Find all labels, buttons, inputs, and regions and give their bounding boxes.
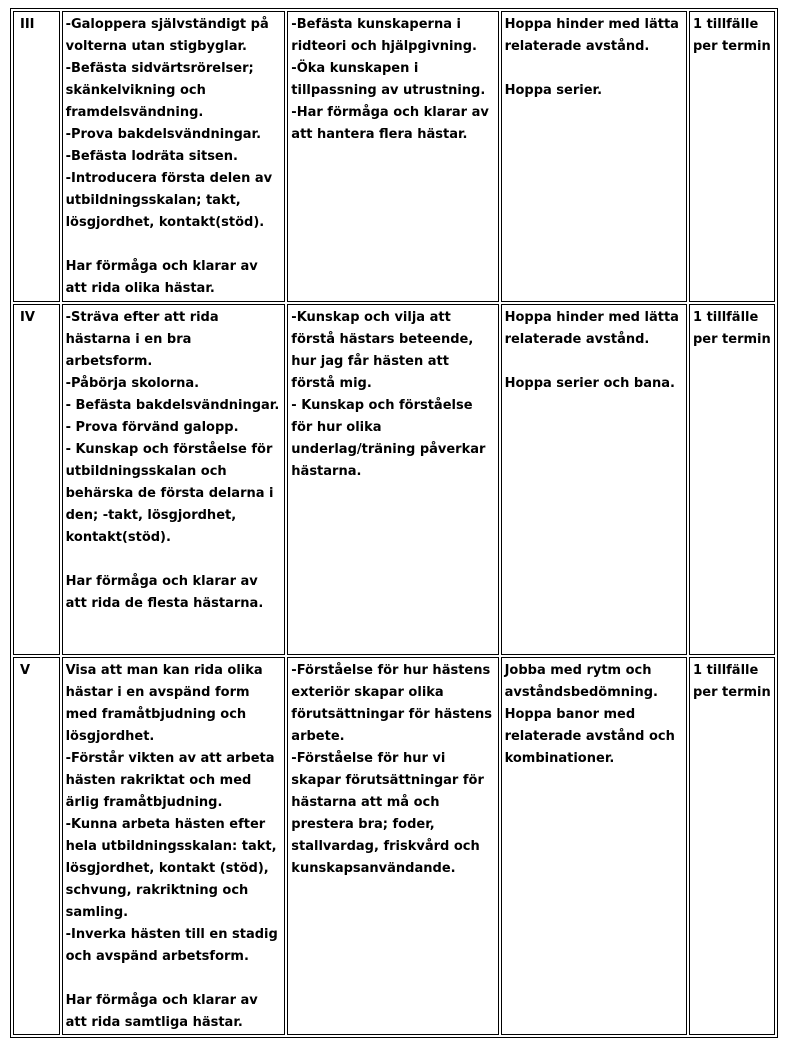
jumping-goal: Jobba med rytm och avståndsbedömning. Hoppa banor med relaterade avstånd och kombinationer. (504, 663, 675, 766)
jumping-goals-cell (501, 304, 687, 655)
jumping-goal: Hoppa hinder med lätta relaterade avstånd. (504, 310, 679, 347)
riding-summary: Har förmåga och klarar av att rida olika hästar. (65, 259, 258, 296)
riding-goal: -Prova bakdelsvändningar. (65, 127, 262, 142)
riding-goal: -Förstår vikten av att arbeta hästen rakriktat och med ärlig framåtbjudning. (65, 751, 275, 810)
level-label: IV (20, 310, 35, 325)
theory-goal: -Kunskap och vilja att förstå hästars beteende, hur jag får hästen att förstå mig. (291, 310, 474, 391)
riding-goal: -Kunna arbeta hästen efter hela utbildningsskalan: takt, lösgjordhet, kontakt (stöd), schvung, rakriktning och samling. (65, 817, 277, 920)
riding-goal: -Påbörja skolorna. (65, 376, 200, 391)
table-row-level-III (13, 11, 775, 302)
riding-goal: - Kunskap och förståelse för utbildningsskalan och behärska de första delarna i den; -takt, lösgjordhet, kontakt(stöd). (65, 442, 274, 545)
jumping-goal: Hoppa serier. (504, 83, 603, 98)
level-cell (13, 304, 60, 655)
theory-goals-cell (287, 657, 498, 1035)
frequency-cell (689, 11, 775, 302)
riding-goal: -Introducera första delen av utbildningsskalan; takt, lösgjordhet, kontakt(stöd). (65, 171, 273, 230)
riding-goal: -Galoppera självständigt på volterna utan stigbyglar. (65, 17, 269, 54)
riding-levels-table (10, 8, 778, 1038)
theory-goal: -Öka kunskapen i tillpassning av utrustning. (291, 61, 486, 98)
riding-goal: - Befästa bakdelsvändningar. (65, 398, 280, 413)
theory-goal: -Har förmåga och klarar av att hantera flera hästar. (291, 105, 489, 142)
jumping-goals-cell (501, 11, 687, 302)
theory-goals-cell (287, 11, 498, 302)
theory-goals-cell (287, 304, 498, 655)
jumping-goal: Hoppa serier och bana. (504, 376, 675, 391)
frequency-text: 1 tillfälle per termin (693, 17, 771, 54)
frequency-text: 1 tillfälle per termin (693, 663, 771, 700)
frequency-text: 1 tillfälle per termin (693, 310, 771, 347)
riding-summary: Har förmåga och klarar av att rida samtliga hästar. (65, 993, 258, 1030)
frequency-cell (689, 304, 775, 655)
riding-goal: Visa att man kan rida olika hästar i en avspänd form med framåtbjudning och lösgjordhet. (65, 663, 263, 744)
theory-goal: - Kunskap och förståelse för hur olika underlag/träning påverkar hästarna. (291, 398, 486, 479)
jumping-goal: Hoppa hinder med lätta relaterade avstånd. (504, 17, 679, 54)
theory-goal: -Förståelse för hur hästens exteriör skapar olika förutsättningar för hästens arbete. (291, 663, 492, 744)
riding-goal: -Inverka hästen till en stadig och avspänd arbetsform. (65, 927, 278, 964)
theory-goal: -Befästa kunskaperna i ridteori och hjälpgivning. (291, 17, 477, 54)
table-row-level-V (13, 657, 775, 1035)
frequency-cell (689, 657, 775, 1035)
level-label: V (20, 663, 31, 678)
table-row-level-IV (13, 304, 775, 655)
riding-goal: -Sträva efter att rida hästarna i en bra arbetsform. (65, 310, 219, 369)
level-label: III (20, 17, 35, 32)
riding-goals-cell (62, 657, 286, 1035)
riding-summary: Har förmåga och klarar av att rida de flesta hästarna. (65, 574, 264, 611)
level-cell (13, 657, 60, 1035)
level-cell (13, 11, 60, 302)
riding-goal: -Befästa sidvärtsrörelser; skänkelvikning och framdelsvändning. (65, 61, 254, 120)
document-page (10, 8, 778, 1038)
riding-goals-cell (62, 11, 286, 302)
riding-goal: - Prova förvänd galopp. (65, 420, 239, 435)
theory-goal: -Förståelse för hur vi skapar förutsättningar för hästarna att må och prestera bra; foder, stallvardag, friskvård och kunskapsanvändande. (291, 751, 484, 876)
riding-goals-cell (62, 304, 286, 655)
jumping-goals-cell (501, 657, 687, 1035)
riding-goal: -Befästa lodräta sitsen. (65, 149, 238, 164)
